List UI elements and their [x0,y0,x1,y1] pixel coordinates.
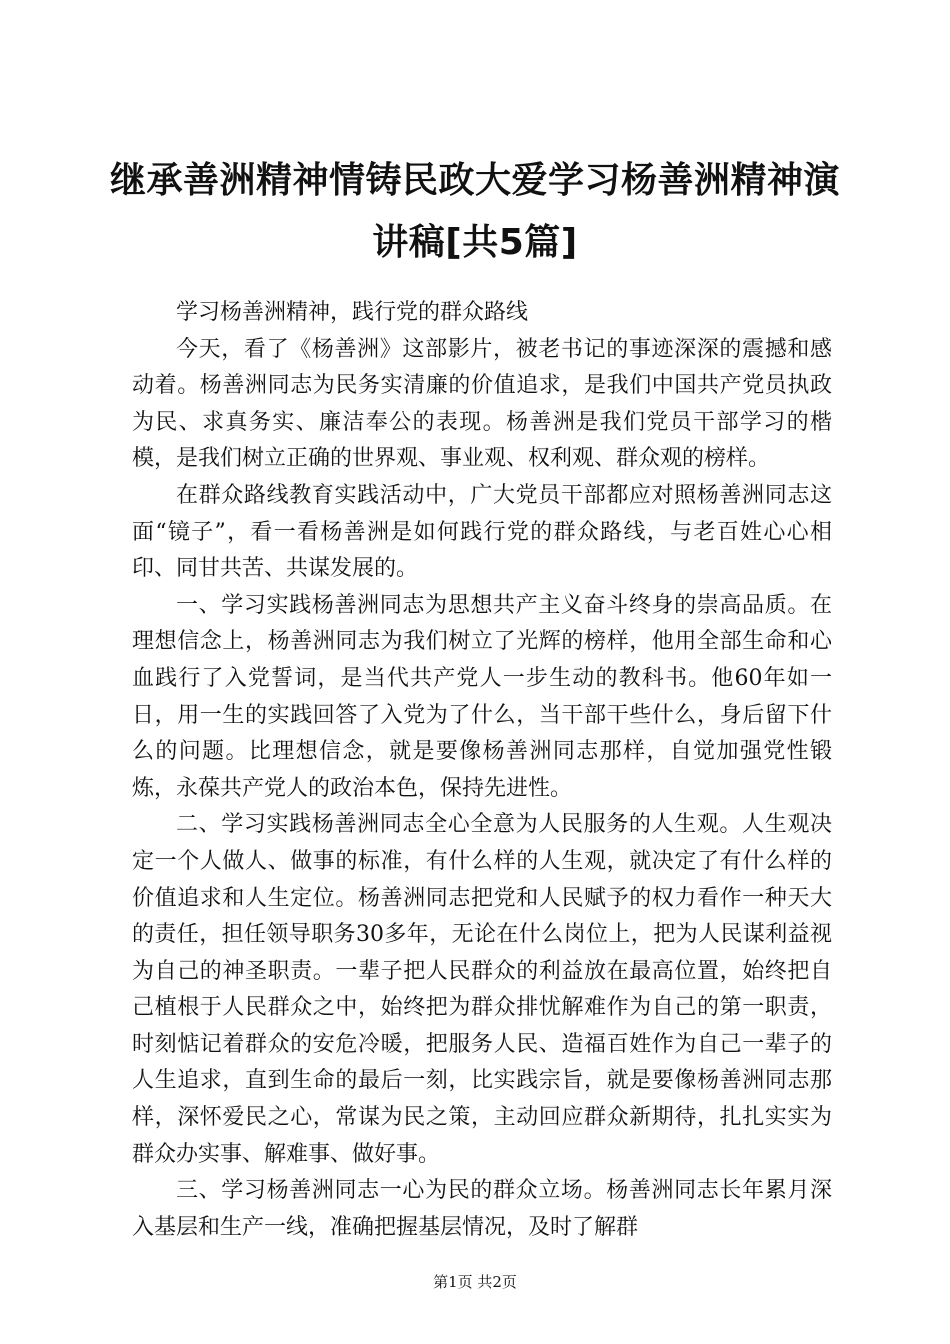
paragraph: 一、学习实践杨善洲同志为思想共产主义奋斗终身的崇高品质。在理想信念上，杨善洲同志为我们树立了光辉的榜样，他用全部生命和心血践行了入党誓词，是当代共产党人一步生动的教科书。他60年如一日，用一生的实践回答了入党为了什么，当干部干些什么，身后留下什么的问题。比理想信念，就是要像杨善洲同志那样，自觉加强党性锻炼，永葆共产党人的政治本色，保持先进性。 [132,592,832,801]
paragraph: 学习杨善洲精神，践行党的群众路线 [176,300,529,325]
paragraph: 在群众路线教育实践活动中，广大党员干部都应对照杨善洲同志这面“镜子”，看一看杨善洲是如何践行党的群众路线，与老百姓心心相印、同甘共苦、共谋发展的。 [132,482,832,582]
page-footer: 第1页 共2页 [433,1273,517,1291]
paragraph: 三、学习杨善洲同志一心为民的群众立场。杨善洲同志长年累月深入基层和生产一线，准确把握基层情况，及时了解群 [132,1178,832,1240]
paragraph: 今天，看了《杨善洲》这部影片，被老书记的事迹深深的震撼和感动着。杨善洲同志为民务实清廉的价值追求，是我们中国共产党员执政为民、求真务实、廉洁奉公的表现。杨善洲是我们党员干部学习的楷模，是我们树立正确的世界观、事业观、权利观、群众观的榜样。 [132,336,832,472]
document-body [132,295,832,1246]
document-title: 继承善洲精神情铸民政大爱学习杨善洲精神演讲稿[共5篇] [109,160,840,263]
paragraph: 二、学习实践杨善洲同志全心全意为人民服务的人生观。人生观决定一个人做人、做事的标准，有什么样的人生观，就决定了有什么样的价值追求和人生定位。杨善洲同志把党和人民赋予的权力看作一种天大的责任，担任领导职务30多年，无论在什么岗位上，把为人民谋利益视为自己的神圣职责。一辈子把人民群众的利益放在最高位置，始终把自己植根于人民群众之中，始终把为群众排忧解难作为自己的第一职责，时刻惦记着群众的安危冷暖，把服务人民、造福百姓作为自己一辈子的人生追求，直到生命的最后一刻，比实践宗旨，就是要像杨善洲同志那样，深怀爱民之心，常谋为民之策，主动回应群众新期待，扎扎实实为群众办实事、解难事、做好事。 [132,812,832,1167]
